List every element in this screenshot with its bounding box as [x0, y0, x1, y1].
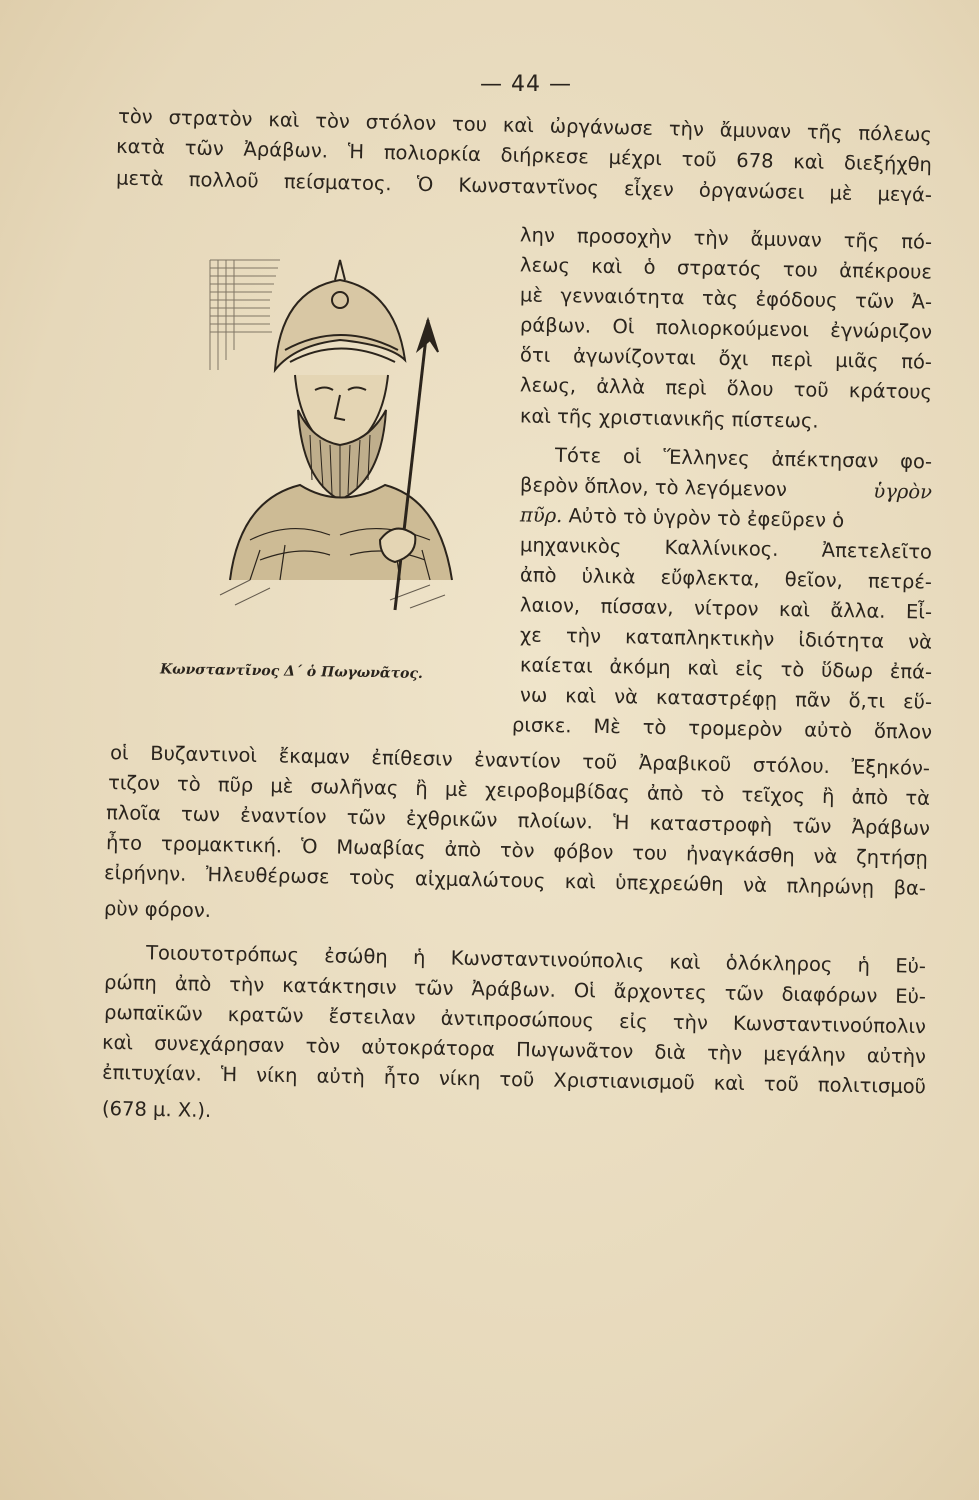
text-line: ἦτο τρομακτική. Ὁ Μωαβίας ἀπὸ τὸν φόβον του ἠναγκάσθη νὰ ζητήσῃ — [105, 831, 929, 870]
text-line: οἱ Βυζαντινοὶ ἔκαμαν ἐπίθεσιν ἐναντίον τοῦ Ἀραβικοῦ στόλου. Ἐξηκόν- — [109, 741, 931, 780]
text-line: νω καὶ νὰ καταστρέφῃ πᾶν ὅ,τι εὕ- — [519, 683, 933, 714]
text-line: τιζον τὸ πῦρ μὲ σωλῆνας ἢ μὲ χειροβομβίδας ἀπὸ τὸ τεῖχος ἢ ἀπὸ τὰ — [107, 771, 931, 810]
text-line: μηχανικὸς Καλλίνικος. Ἀπετελεῖτο — [519, 533, 933, 564]
page-number: — 44 — — [480, 72, 572, 97]
text-line: Τοιουτοτρόπως ἐσώθη ἡ Κωνσταντινούπολις καὶ ὁλόκληρος ἡ Εὐ- — [145, 941, 927, 978]
portrait-caption: Κωνσταντῖνος Δ΄ ὁ Πωγωνᾶτος. — [159, 661, 423, 682]
text-line: χε τὴν καταπληκτικὴν ἰδιότητα νὰ — [519, 623, 933, 654]
text-line — [520, 475, 932, 502]
text-line: λεως καὶ ὁ στρατός του ἀπέκρουε — [519, 253, 933, 284]
text-segment: Αὐτὸ τὸ ὑγρὸν τὸ ἐφεῦρεν ὁ — [562, 504, 845, 533]
text-line: τὸν στρατὸν καὶ τὸν στόλον του καὶ ὠργάνωσε τὴν ἄμυναν τῆς πόλεως — [117, 104, 933, 147]
text-line: λην προσοχὴν τὴν ἄμυναν τῆς πό- — [519, 223, 933, 254]
text-line: ἀπὸ ὑλικὰ εὔφλεκτα, θεῖον, πετρέ- — [519, 563, 933, 594]
text-segment: βερὸν ὅπλον, τὸ λεγόμενον — [519, 473, 788, 502]
text-line: καίεται ἀκόμη καὶ εἰς τὸ ὕδωρ ἐπά- — [519, 653, 933, 684]
text-line: λεως, ἀλλὰ περὶ ὅλου τοῦ κράτους — [519, 373, 933, 404]
term-italic: ὑγρὸν — [873, 479, 933, 504]
text-line: ρωπαϊκῶν κρατῶν ἔστειλαν ἀντιπροσώπους εἰς τὴν Κωνσταντινούπολιν — [103, 1000, 927, 1039]
text-line: εἰρήνην. Ἠλευθέρωσε τοὺς αἰχμαλώτους καὶ ὑπεχρεώθη νὰ πληρώνῃ βα- — [103, 861, 927, 900]
text-line: καὶ τῆς χριστιανικῆς πίστεως. — [519, 404, 819, 433]
text-line — [520, 505, 932, 532]
text-line: ἐπιτυχίαν. Ἡ νίκη αὐτὴ ἦτο νίκη τοῦ Χριστιανισμοῦ καὶ τοῦ πολιτισμοῦ — [101, 1060, 927, 1099]
text-line: ρισκε. Μὲ τὸ τρομερὸν αὐτὸ ὅπλον — [511, 713, 933, 744]
text-line: μὲ γενναιότητα τὰς ἐφόδους τῶν Ἀ- — [519, 283, 933, 314]
text-line: (678 μ. Χ.). — [101, 1097, 212, 1122]
portrait-engraving — [190, 250, 470, 620]
text-line: μετὰ πολλοῦ πείσματος. Ὁ Κωνσταντῖνος εἶχεν ὀργανώσει μὲ μεγά- — [115, 166, 933, 207]
text-line: λαιον, πίσσαν, νίτρον καὶ ἄλλα. Εἶ- — [519, 593, 933, 624]
text-line: ρώπη ἀπὸ τὴν κατάκτησιν τῶν Ἀράβων. Οἱ ἄρχοντες τῶν διαφόρων Εὐ- — [103, 970, 927, 1009]
text-line: ρὺν φόρον. — [103, 896, 212, 923]
text-line: καὶ συνεχάρησαν τὸν αὐτοκράτορα Πωγωνᾶτον διὰ τὴν μεγάλην αὐτὴν — [101, 1030, 927, 1069]
text-line: ὅτι ἀγωνίζονται ὄχι περὶ μιᾶς πό- — [519, 343, 933, 374]
text-line: Τότε οἱ Ἕλληνες ἀπέκτησαν φο- — [554, 443, 933, 474]
text-line: πλοῖα των ἐναντίον τῶν ἐχθρικῶν πλοίων. Ἡ καταστροφὴ τῶν Ἀράβων — [105, 801, 931, 840]
term-italic: πῦρ. — [519, 503, 563, 528]
text-line: κατὰ τῶν Ἀράβων. Ἡ πολιορκία διήρκεσε μέχρι τοῦ 678 καὶ διεξήχθη — [115, 134, 933, 177]
text-line: ράβων. Οἱ πολιορκούμενοι ἐγνώριζον — [519, 313, 933, 344]
